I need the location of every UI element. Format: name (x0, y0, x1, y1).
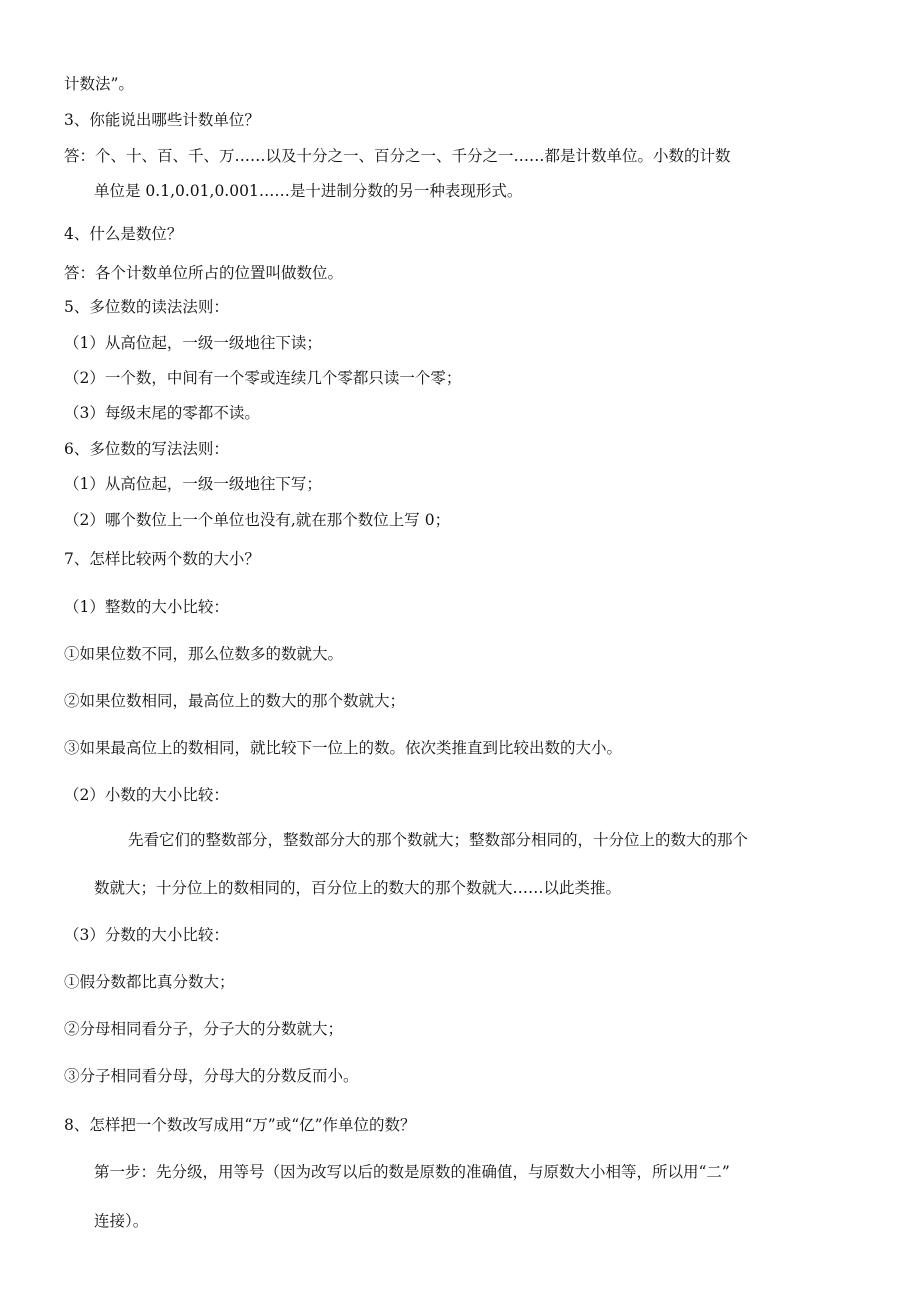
rule-item: （2）一个数，中间有一个零或连续几个零都只读一个零； (64, 369, 462, 387)
answer-line: 答：个、十、百、千、万……以及十分之一、百分之一、千分之一……都是计数单位。小数的计数 (64, 147, 731, 165)
rule-item: ②分母相同看分子，分子大的分数就大； (64, 1020, 344, 1038)
paragraph-line: 先看它们的整数部分，整数部分大的那个数就大；整数部分相同的，十分位上的数大的那个 (128, 831, 749, 849)
question-heading: 6、多位数的写法法则： (64, 440, 229, 458)
rule-item: ①假分数都比真分数大； (64, 973, 235, 991)
rule-item: ②如果位数相同，最高位上的数大的那个数就大； (64, 692, 406, 710)
paragraph-line: 数就大；十分位上的数相同的，百分位上的数大的那个数就大……以此类推。 (94, 879, 622, 897)
rule-item: ③如果最高位上的数相同，就比较下一位上的数。依次类推直到比较出数的大小。 (64, 739, 623, 757)
question-heading: 3、你能说出哪些计数单位？ (64, 111, 260, 129)
sub-heading: （3）分数的大小比较： (64, 926, 229, 944)
answer-line: 答：各个计数单位所占的位置叫做数位。 (64, 264, 344, 282)
paragraph-line: 第一步：先分级，用等号（因为改写以后的数是原数的准确值，与原数大小相等，所以用“二” (94, 1163, 730, 1181)
rule-item: ①如果位数不同，那么位数多的数就大。 (64, 645, 344, 663)
rule-item: （3）每级末尾的零都不读。 (64, 404, 260, 422)
rule-item: （1）从高位起，一级一级地往下写； (64, 475, 322, 493)
rule-item: ③分子相同看分母，分母大的分数反而小。 (64, 1067, 359, 1085)
question-heading: 5、多位数的读法法则： (64, 298, 229, 316)
question-heading: 4、什么是数位？ (64, 225, 183, 243)
answer-line: 单位是 0.1,0.01,0.001……是十进制分数的另一种表现形式。 (94, 182, 523, 200)
sub-heading: （2）小数的大小比较： (64, 786, 229, 804)
question-heading: 8、怎样把一个数改写成用“万”或“亿”作单位的数？ (64, 1116, 416, 1134)
rule-item: （1）从高位起，一级一级地往下读； (64, 334, 322, 352)
question-heading: 7、怎样比较两个数的大小？ (64, 550, 260, 568)
text-line: 计数法”。 (64, 75, 134, 93)
sub-heading: （1）整数的大小比较： (64, 598, 229, 616)
rule-item: （2）哪个数位上一个单位也没有,就在那个数位上写 0； (64, 511, 451, 529)
paragraph-line: 连接）。 (94, 1212, 149, 1230)
